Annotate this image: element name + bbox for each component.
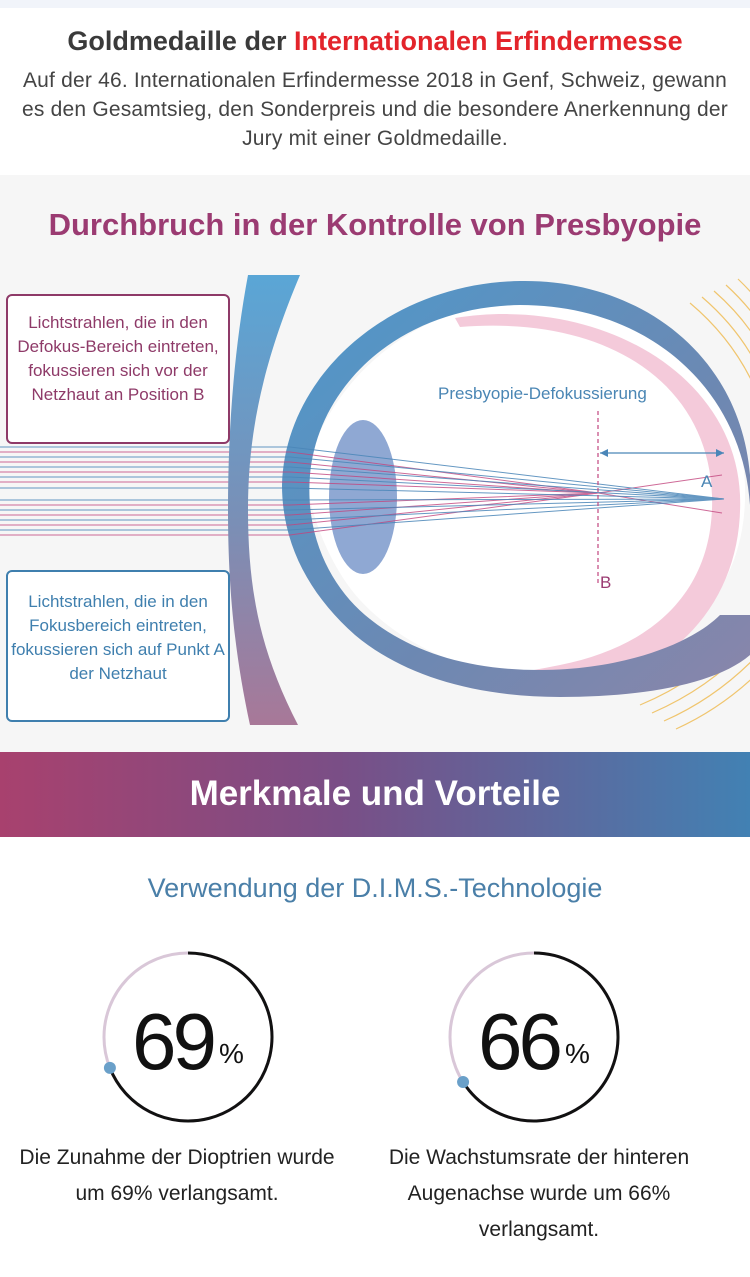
stat-dioptre-number: 69	[132, 997, 214, 1086]
stat-dioptre-unit: %	[219, 1038, 244, 1069]
award-title	[0, 26, 750, 57]
stat-dioptre-text: Die Zunahme der Dioptrien wurde um 69% verlangsamt.	[19, 1146, 335, 1205]
features-banner-title: Merkmale und Vorteile	[189, 774, 561, 813]
eye-diagram-heading: Durchbruch in der Kontrolle von Presbyopie	[48, 207, 702, 242]
top-strip	[0, 0, 750, 8]
award-title-highlight: Internationalen Erfindermesse	[293, 26, 683, 56]
lens	[329, 420, 397, 574]
stat-dioptre-value	[88, 997, 288, 1087]
award-title-prefix: Goldmedaille der	[67, 26, 294, 56]
stat-axial-length	[434, 945, 634, 1130]
stat-dioptre	[88, 945, 288, 1130]
stat-axial-length-number: 66	[478, 997, 560, 1086]
eye-diagram-section	[0, 175, 750, 752]
point-b-label: B	[600, 573, 612, 592]
focus-callout-box: Lichtstrahlen, die in den Fokusbereich eintreten, fokussieren sich auf Punkt A der Netzhaut	[6, 570, 230, 722]
point-a-label: A	[701, 472, 713, 491]
defocus-callout-box: Lichtstrahlen, die in den Defokus-Bereich eintreten, fokussieren sich vor der Netzhaut an Position B	[6, 294, 230, 444]
presbyopia-defocus-label: Presbyopie-Defokussierung	[438, 384, 647, 403]
features-banner	[0, 752, 750, 837]
stat-axial-length-unit: %	[565, 1038, 590, 1069]
award-description: Auf der 46. Internationalen Erfindermesse 2018 in Genf, Schweiz, gewann es den Gesamtsieg, den Sonderpreis und die besondere Anerkennung der Jury mit einer Goldmedaille.	[22, 69, 728, 150]
stat-axial-length-text: Die Wachstumsrate der hinteren Augenachse wurde um 66% verlangsamt.	[388, 1146, 690, 1241]
technology-heading: Verwendung der D.I.M.S.-Technologie	[147, 873, 603, 903]
stat-axial-length-value	[434, 997, 634, 1087]
